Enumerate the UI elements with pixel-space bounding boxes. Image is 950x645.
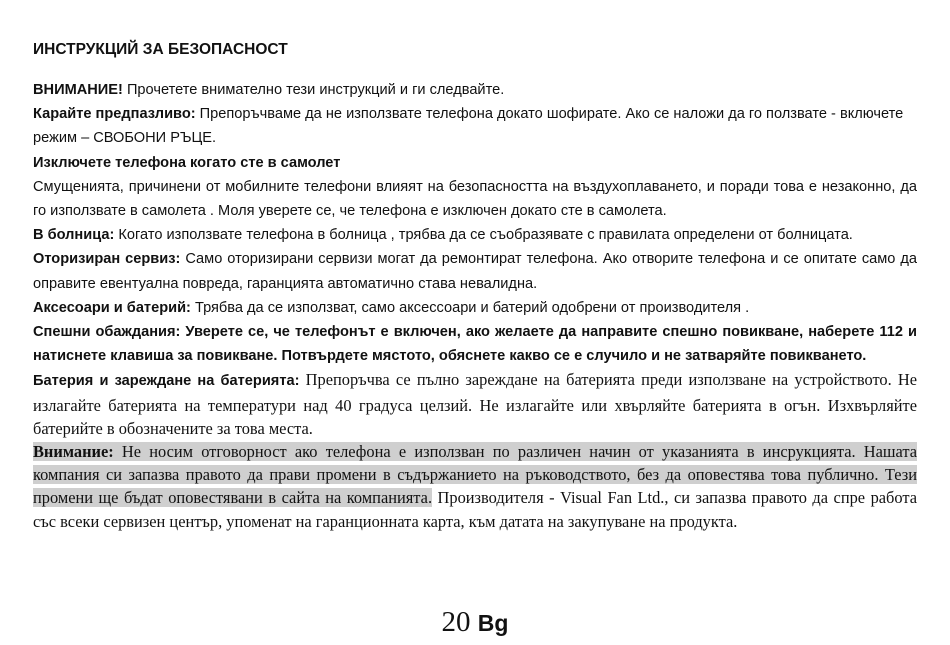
serif-section	[33, 368, 917, 532]
sans-section	[33, 78, 917, 368]
accessories-label: Аксесоари и батерий:	[33, 299, 191, 316]
warning-text: Прочетете внимателно тези инструкций и ги следвайте.	[122, 82, 505, 98]
hospital-label: В болница:	[33, 227, 115, 244]
airplane-label: Изключете телефона когато сте в самолет	[33, 154, 341, 171]
emergency-text: Спешни обаждания: Уверете се, че телефонът е включен, ако желаете да направите спешно повикване, наберете 112 и натиснете клавиша за повикване. Потвърдете мястото, обяснете какво се е случило и не затваряйте повикването.	[33, 324, 917, 365]
hospital-text: Когато използвате телефона в болница , трябва да се съобразявате с правилата определени от болницата.	[114, 227, 853, 244]
page-footer	[0, 604, 950, 641]
emergency-paragraph	[33, 320, 917, 368]
warning-paragraph	[33, 78, 917, 102]
service-paragraph	[33, 247, 917, 295]
driving-paragraph	[33, 102, 917, 150]
hospital-paragraph	[33, 223, 917, 247]
battery-label: Батерия и зареждане на батерията:	[33, 373, 300, 390]
page-title: ИНСТРУКЦИЙ ЗА БЕЗОПАСНОСТ	[33, 41, 288, 58]
service-label: Оторизиран сервиз:	[33, 251, 181, 268]
battery-text: Препоръчва се пълно зареждане на батерията преди използване на устройството. Не излагайте батерията на температури над 40 градуса целзий. Не излагайте или хвърляйте батерията в огън. Изхвърляйте батерийте в обозначените за това места.	[33, 370, 918, 438]
language-code: Bg	[477, 610, 509, 636]
warning-label: ВНИМАНИЕ!	[33, 82, 123, 98]
document-page	[33, 38, 917, 533]
airplane-paragraph: Смущенията, причинени от мобилните телефони влияят на безопасността на въздухоплаването, и поради това е незаконно, да го използвате в самолета . Моля уверете се, че телефона е изключен докато сте в самолета.	[33, 178, 917, 220]
accessories-paragraph	[33, 296, 917, 320]
driving-label: Карайте предпазливо:	[33, 106, 196, 123]
disclaimer-text: Производителя - Visual Fan Ltd., си запазва правото да спре работа със всеки сервизен център, упоменат на гаранционната карта, към датата на закупуване на продукта.	[33, 488, 917, 531]
accessories-text: Трябва да се използват, само аксессоари и батерий одобрени от производителя .	[190, 299, 750, 316]
disclaimer-label: Внимание:	[33, 442, 114, 462]
disclaimer-paragraph	[33, 440, 917, 533]
service-text: Само оторизирани сервизи могат да ремонтират телефона. Ако отворите телефона и се опитате само да оправите евентуална повреда, гаранцията автоматично става невалидна.	[33, 251, 918, 292]
disclaimer-highlight-text: Не носим отговорност ако телефона е използван по различен начин от указанията в инсрукцията. Нашата компания си запазва правото да прави промени в съдържанието на ръководството, без да оповестява това публично. Тези промени ще бъдат оповестявани в сайта на компанията.	[33, 442, 917, 508]
driving-text: Препоръчваме да не използвате телефона докато шофирате. Ако се наложи да го ползвате - включете режим – СВОБОНИ РЪЦЕ.	[33, 106, 904, 147]
battery-paragraph	[33, 368, 917, 440]
page-number: 20	[441, 606, 471, 638]
airplane-heading	[33, 151, 917, 175]
